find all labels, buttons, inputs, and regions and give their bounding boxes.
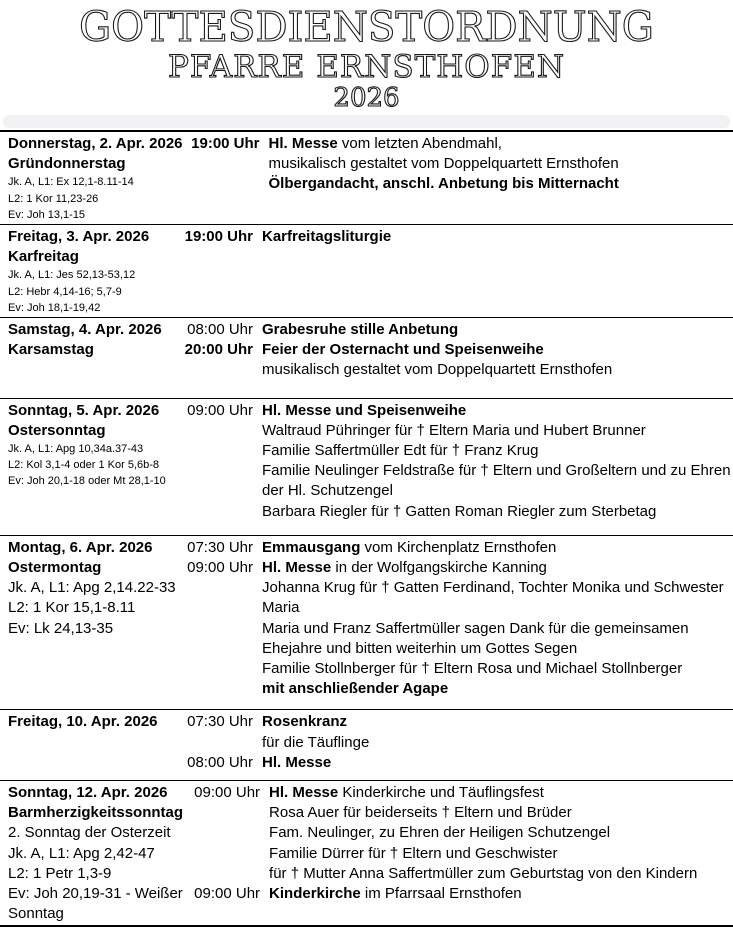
entry-segment: Familie Neulinger Feldstraße für † Eltern und Großeltern und zu Ehren bbox=[262, 462, 731, 480]
entry-segment: Feier der Osternacht und Speisenweihe bbox=[262, 341, 544, 359]
date-line: L2: Kol 3,1-4 oder 1 Kor 5,6b-8 bbox=[8, 459, 160, 472]
schedule-section bbox=[0, 399, 733, 536]
entry-segment: Barbara Riegler für † Gatten Roman Riegler zum Sterbetag bbox=[262, 502, 657, 520]
entry-row bbox=[176, 441, 733, 461]
entry-row bbox=[176, 401, 733, 421]
entry-text bbox=[253, 360, 733, 380]
entry-segment: Grabesruhe stille Anbetung bbox=[262, 320, 459, 338]
time-cell: 09:00 Uhr bbox=[187, 401, 253, 419]
entry-text bbox=[260, 844, 733, 864]
entries-column bbox=[176, 227, 733, 247]
date-line: Ev: Joh 20,1-18 oder Mt 28,1-10 bbox=[8, 475, 166, 488]
entry-text bbox=[260, 134, 733, 154]
entry-segment: Emmausgang bbox=[262, 538, 361, 556]
date-column bbox=[0, 538, 176, 639]
schedule-section bbox=[0, 781, 733, 927]
date-line: Karsamstag bbox=[8, 341, 94, 359]
date-line: Freitag, 3. Apr. 2026 bbox=[8, 227, 150, 245]
date-line: Jk. A, L1: Ex 12,1-8.11-14 bbox=[8, 176, 134, 189]
entry-text bbox=[253, 753, 733, 773]
entry-segment: Hl. Messe bbox=[262, 753, 332, 771]
time-cell: 09:00 Uhr bbox=[187, 558, 253, 576]
entry-segment: vom letzten Abendmahl, bbox=[337, 134, 502, 152]
entry-text bbox=[253, 340, 733, 360]
entry-row bbox=[176, 320, 733, 340]
entry-text bbox=[253, 502, 733, 522]
entry-row bbox=[176, 461, 733, 481]
entry-segment: Hl. Messe bbox=[268, 134, 338, 152]
entry-row bbox=[183, 884, 733, 904]
entry-text bbox=[253, 441, 733, 461]
entry-text bbox=[253, 619, 733, 639]
entries-column bbox=[176, 538, 733, 700]
entry-text bbox=[253, 538, 733, 558]
date-line: Sonntag, 5. Apr. 2026 bbox=[8, 401, 160, 419]
entry-row bbox=[183, 783, 733, 803]
entry-row bbox=[183, 154, 733, 174]
date-line: Ostersonntag bbox=[8, 421, 106, 439]
entry-text bbox=[253, 227, 733, 247]
entry-text bbox=[253, 558, 733, 578]
entry-row bbox=[176, 227, 733, 247]
entry-row bbox=[183, 844, 733, 864]
time-cell: 09:00 Uhr bbox=[194, 885, 261, 902]
time-cell: 09:00 Uhr bbox=[194, 783, 261, 801]
entry-text bbox=[260, 803, 733, 823]
date-column bbox=[0, 227, 176, 316]
date-line: L2: 1 Kor 15,1-8.11 bbox=[8, 599, 136, 617]
date-line: Gründonnerstag bbox=[8, 155, 126, 173]
date-column bbox=[0, 783, 183, 924]
entry-row bbox=[176, 733, 733, 753]
entry-row bbox=[176, 538, 733, 558]
entry-segment: musikalisch gestaltet vom Doppelquartett Ernsthofen bbox=[262, 361, 613, 379]
entry-row bbox=[183, 803, 733, 823]
entry-segment: Rosenkranz bbox=[262, 713, 348, 731]
date-line: L2: 1 Petr 1,3-9 bbox=[8, 864, 112, 882]
entry-segment: Kinderkirche bbox=[269, 885, 361, 902]
page-subtitle: PFARRE ERNSTHOFEN bbox=[168, 49, 565, 86]
time-cell: 19:00 Uhr bbox=[184, 227, 253, 245]
entry-row bbox=[176, 481, 733, 501]
entry-row bbox=[176, 753, 733, 773]
date-line: Karfreitag bbox=[8, 248, 79, 266]
schedule-section bbox=[0, 225, 733, 318]
entry-row bbox=[176, 679, 733, 699]
entries-column bbox=[183, 134, 733, 195]
entry-segment: Familie Saffertmüller Edt für † Franz Krug bbox=[262, 441, 539, 459]
entry-row bbox=[176, 558, 733, 578]
time-cell: 19:00 Uhr bbox=[191, 134, 260, 152]
entry-segment: Ölbergandacht, anschl. Anbetung bis Mitternacht bbox=[268, 175, 619, 193]
date-line: Jk. A, L1: Apg 2,14.22-33 bbox=[8, 579, 176, 597]
entry-segment: Waltraud Pühringer für † Eltern Maria und Hubert Brunner bbox=[262, 421, 646, 439]
date-line: L2: Hebr 4,14-16; 5,7-9 bbox=[8, 285, 122, 298]
date-line: Sonntag, 12. Apr. 2026 bbox=[8, 783, 168, 801]
entry-text bbox=[260, 154, 733, 174]
schedule-table bbox=[0, 130, 733, 928]
time-cell: 07:30 Uhr bbox=[187, 713, 253, 731]
date-column bbox=[0, 320, 176, 360]
date-line: Jk. A, L1: Jes 52,13-53,12 bbox=[8, 269, 136, 282]
entry-text bbox=[260, 783, 733, 803]
entry-segment: in der Wolfgangskirche Kanning bbox=[331, 558, 547, 576]
entry-segment: Johanna Krug für † Gatten Ferdinand, Tochter Monika und Schwester bbox=[262, 579, 724, 597]
entry-text bbox=[260, 864, 733, 884]
schedule-section bbox=[0, 318, 733, 399]
entry-text bbox=[253, 598, 733, 618]
entry-row bbox=[176, 578, 733, 598]
entry-segment: Hl. Messe und Speisenweihe bbox=[262, 401, 467, 419]
entry-text bbox=[253, 461, 733, 481]
entry-row bbox=[183, 823, 733, 843]
entry-segment: der Hl. Schutzengel bbox=[262, 482, 393, 500]
date-line: Jk. A, L1: Apg 2,42-47 bbox=[8, 844, 155, 862]
entries-column bbox=[176, 712, 733, 773]
entry-text bbox=[260, 823, 733, 843]
entry-segment: Rosa Auer für beiderseits † Eltern und Brüder bbox=[269, 804, 572, 822]
page-year: 2026 bbox=[333, 82, 400, 113]
entry-row bbox=[183, 134, 733, 154]
entry-segment: Hl. Messe bbox=[262, 558, 332, 576]
entry-segment: Karfreitagsliturgie bbox=[262, 227, 392, 245]
date-line: Donnerstag, 2. Apr. 2026 bbox=[8, 134, 183, 152]
date-line: Samstag, 4. Apr. 2026 bbox=[8, 320, 162, 338]
entry-text bbox=[253, 712, 733, 732]
date-line: Barmherzigkeitssonntag bbox=[8, 804, 184, 822]
entry-row bbox=[176, 502, 733, 522]
date-line: Ev: Lk 24,13-35 bbox=[8, 619, 114, 637]
entry-segment: Hl. Messe bbox=[269, 783, 339, 801]
schedule-section bbox=[0, 536, 733, 711]
highlight-band bbox=[3, 115, 730, 128]
entry-text bbox=[253, 401, 733, 421]
entry-segment: mit anschließender Agape bbox=[262, 680, 449, 698]
entry-text bbox=[253, 481, 733, 501]
time-cell: 08:00 Uhr bbox=[187, 320, 253, 338]
entry-text bbox=[253, 320, 733, 340]
date-line: Ev: Joh 20,19-31 - Weißer bbox=[8, 885, 183, 902]
entry-segment: Maria bbox=[262, 599, 300, 617]
date-line: Jk. A, L1: Apg 10,34a.37-43 bbox=[8, 442, 144, 455]
entry-text bbox=[260, 884, 733, 904]
entry-row bbox=[176, 659, 733, 679]
date-column bbox=[0, 134, 183, 223]
entry-text bbox=[253, 639, 733, 659]
entry-text bbox=[253, 421, 733, 441]
entry-row bbox=[176, 421, 733, 441]
date-line: L2: 1 Kor 11,23-26 bbox=[8, 192, 99, 205]
entry-text bbox=[253, 659, 733, 679]
entry-segment: Fam. Neulinger, zu Ehren der Heiligen Schutzengel bbox=[269, 824, 611, 842]
date-line: Freitag, 10. Apr. 2026 bbox=[8, 713, 158, 731]
date-line: 2. Sonntag der Osterzeit bbox=[8, 824, 171, 842]
entry-segment: im Pfarrsaal Ernsthofen bbox=[360, 885, 522, 902]
page-title: GOTTESDIENSTORDNUNG bbox=[79, 3, 654, 51]
date-line: Ev: Joh 18,1-19,42 bbox=[8, 301, 101, 314]
schedule-section bbox=[0, 710, 733, 781]
date-line: Montag, 6. Apr. 2026 bbox=[8, 538, 153, 556]
entries-column bbox=[183, 783, 733, 904]
time-cell: 20:00 Uhr bbox=[184, 341, 253, 359]
date-column bbox=[0, 401, 176, 490]
entry-text bbox=[260, 174, 733, 194]
entry-row bbox=[176, 598, 733, 618]
entries-column bbox=[176, 320, 733, 381]
date-line: Sonntag bbox=[8, 905, 64, 923]
entries-column bbox=[176, 401, 733, 522]
document-header bbox=[0, 3, 733, 113]
entry-text bbox=[253, 578, 733, 598]
time-cell: 08:00 Uhr bbox=[187, 753, 253, 771]
entry-row bbox=[176, 639, 733, 659]
entry-row bbox=[176, 360, 733, 380]
entry-row bbox=[176, 619, 733, 639]
entry-row bbox=[176, 340, 733, 360]
entry-row bbox=[176, 712, 733, 732]
entry-row bbox=[183, 864, 733, 884]
schedule-section bbox=[0, 132, 733, 225]
entry-segment: Ehejahre und bitten weiterhin um Gottes Segen bbox=[262, 639, 578, 657]
entry-text bbox=[253, 733, 733, 753]
entry-row bbox=[183, 174, 733, 194]
entry-segment: Familie Stollnberger für † Eltern Rosa und Michael Stollnberger bbox=[262, 659, 683, 677]
entry-text bbox=[253, 679, 733, 699]
entry-segment: Kinderkirche und Täuflingsfest bbox=[338, 783, 544, 801]
entry-segment: musikalisch gestaltet vom Doppelquartett Ernsthofen bbox=[268, 155, 619, 173]
date-line: Ostermontag bbox=[8, 558, 102, 576]
entry-segment: für † Mutter Anna Saffertmüller zum Geburtstag von den Kindern bbox=[269, 864, 698, 882]
time-cell: 07:30 Uhr bbox=[187, 538, 253, 556]
entry-segment: für die Täuflinge bbox=[262, 733, 370, 751]
date-line: Ev: Joh 13,1-15 bbox=[8, 208, 86, 221]
entry-segment: Maria und Franz Saffertmüller sagen Dank für die gemeinsamen bbox=[262, 619, 689, 637]
entry-segment: Familie Dürrer für † Eltern und Geschwister bbox=[269, 844, 558, 862]
date-column bbox=[0, 712, 176, 732]
entry-segment: vom Kirchenplatz Ernsthofen bbox=[360, 538, 557, 556]
